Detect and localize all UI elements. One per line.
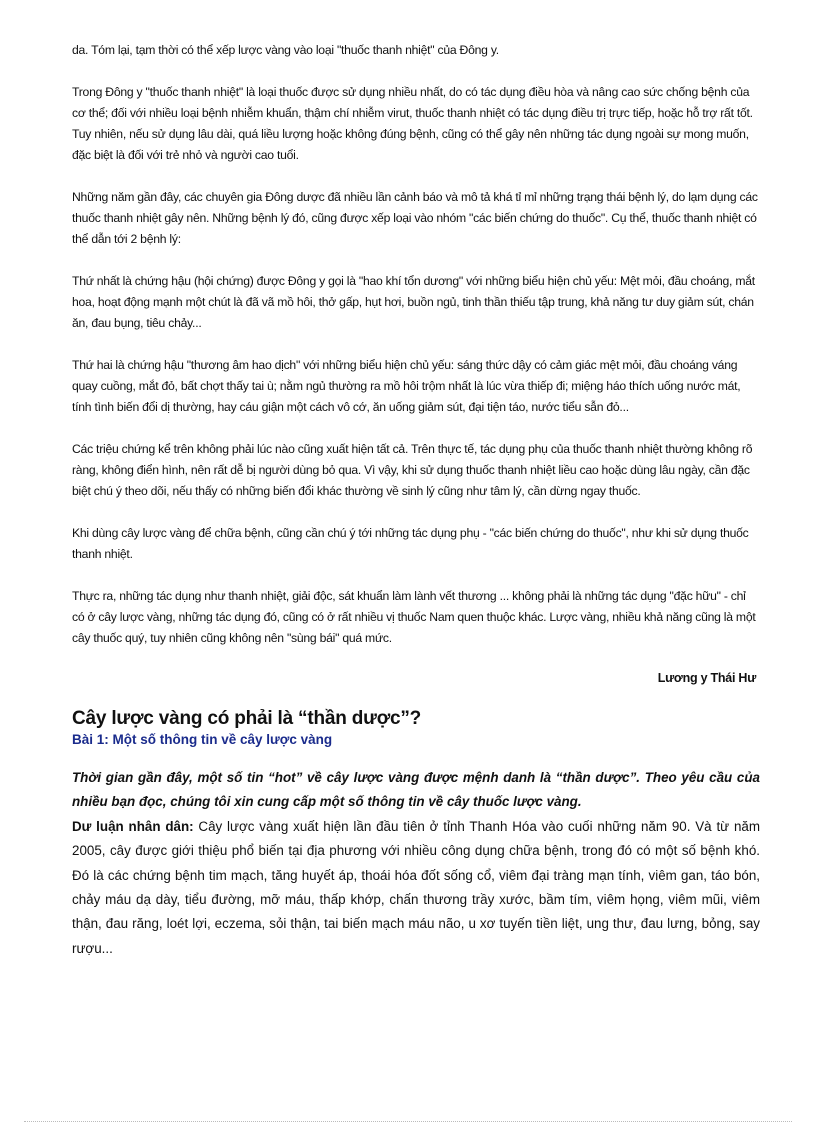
article-lead: Thời gian gần đây, một số tin “hot” về cây lược vàng được mệnh danh là “thần dược”. Theo yêu cầu của nhiều bạn đọc, chúng tôi xin cung cấp một số thông tin về cây thuốc lược vàng. (72, 770, 760, 810)
paragraph: Thực ra, những tác dụng như thanh nhiệt, giải độc, sát khuẩn làm lành vết thương ... không phải là những tác dụng "đặc hữu" - chỉ có ở cây lược vàng, những tác dụng đó, cũng có ở rất nhiều vị thuốc Nam quen thuộc khác. Lược vàng, nhiều khả năng cũng là một cây thuốc quý, tuy nhiên cũng không nên "sùng bái" quá mức. (72, 589, 756, 645)
paragraph: Những năm gần đây, các chuyên gia Đông dược đã nhiều lần cảnh báo và mô tả khá tỉ mỉ những trạng thái bệnh lý, do lạm dụng các thuốc thanh nhiệt gây nên. Những bệnh lý đó, cũng được xếp loại vào nhóm "các biến chứng do thuốc". Cụ thể, thuốc thanh nhiệt có thể dẫn tới 2 bệnh lý: (72, 190, 758, 246)
paragraph-label: Dư luận nhân dân: (72, 818, 194, 834)
paragraph: Thứ nhất là chứng hậu (hội chứng) được Đông y gọi là "hao khí tổn dương" với những biểu hiện chủ yếu: Mệt mỏi, đầu choáng, mắt hoa, hoạt động mạnh một chút là đã vã mồ hôi, thở gấp, hụt hơi, buồn ngủ, tinh thần thiếu tập trung, khả năng tư duy giảm sút, chán ăn, đau bụng, tiêu chảy... (72, 274, 755, 330)
previous-article-body (72, 40, 760, 689)
article-body (72, 766, 760, 961)
paragraph: Khi dùng cây lược vàng để chữa bệnh, cũng cần chú ý tới những tác dụng phụ - "các biến chứng do thuốc", như khi sử dụng thuốc thanh nhiệt. (72, 526, 749, 561)
article-paragraph (72, 815, 760, 961)
paragraph: Thứ hai là chứng hậu "thương âm hao dịch" với những biểu hiện chủ yếu: sáng thức dậy có cảm giác mệt mỏi, đầu choáng váng quay cuồng, mắt đỏ, bất chợt thấy tai ù; nằm ngủ thường ra mồ hôi trộm nhất là lúc vừa thiếp đi; miệng háo thích uống nước mát, tính tình biến đổi dị thường, hay cáu giận một cách vô cớ, ăn uống giảm sút, đại tiện táo, nước tiểu sẫn đỏ... (72, 358, 741, 414)
paragraph: Các triệu chứng kể trên không phải lúc nào cũng xuất hiện tất cả. Trên thực tế, tác dụng phụ của thuốc thanh nhiệt thường không rõ ràng, không điển hình, nên rất dễ bị người dùng bỏ qua. Vì vậy, khi sử dụng thuốc thanh nhiệt liều cao hoặc dùng lâu ngày, cần đặc biệt chú ý theo dõi, nếu thấy có những biến đổi khác thường về sinh lý cũng như tâm lý, cần dừng ngay thuốc. (72, 442, 753, 498)
article-title: Cây lược vàng có phải là “thần dược”? (72, 708, 422, 729)
page-bottom-divider (24, 1121, 792, 1122)
paragraph: da. Tóm lại, tạm thời có thể xếp lược vàng vào loại "thuốc thanh nhiệt" của Đông y. (72, 43, 499, 57)
author-signature: Lương y Thái Hư (657, 671, 756, 685)
paragraph: Trong Đông y "thuốc thanh nhiệt" là loại thuốc được sử dụng nhiều nhất, do có tác dụng điều hòa và nâng cao sức chống bệnh của cơ thể; đối với nhiều loại bệnh nhiễm khuẩn, thậm chí nhiễm virut, thuốc thanh nhiệt có tác dụng điều trị trực tiếp, hoặc hỗ trợ rất tốt. Tuy nhiên, nếu sử dụng lâu dài, quá liều lượng hoặc không đúng bệnh, cũng có thể gây nên những tác dụng ngoài sự mong muốn, đặc biệt là đối với trẻ nhỏ và người cao tuổi. (72, 85, 753, 162)
paragraph-text: Cây lược vàng xuất hiện lần đầu tiên ở tỉnh Thanh Hóa vào cuối những năm 90. Và từ năm 2005, cây được giới thiệu phổ biến tại địa phương với nhiều công dụng chữa bệnh, trong đó có một số bệnh khó. Đó là các chứng bệnh tim mạch, tăng huyết áp, thoái hóa đốt sống cổ, viêm đại tràng mạn tính, viêm gan, táo bón, chảy máu dạ dày, tiểu đường, mỡ máu, thấp khớp, chấn thương trầy xước, bầm tím, viêm họng, viêm mũi, viêm thận, đau răng, loét lợi, eczema, sỏi thận, tai biến mạch máu não, u xơ tuyến tiền liệt, ung thư, đau lưng, bỏng, say rượu... (72, 818, 760, 956)
article-subtitle: Bài 1: Một số thông tin về cây lược vàng (72, 732, 333, 747)
